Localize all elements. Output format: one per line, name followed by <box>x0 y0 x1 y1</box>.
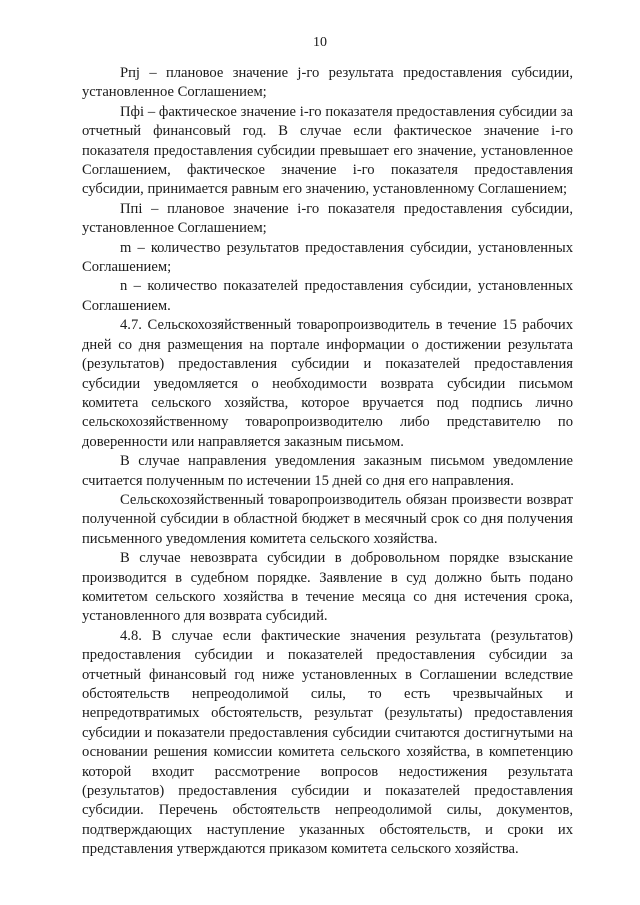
paragraph-refund-obligation: Сельскохозяйственный товаропроизводитель обязан произвести возврат полученной субсидии в областной бюджет в месячный срок со дня получения письменного уведомления комитета сельского хозяйства. <box>82 491 573 547</box>
paragraph-court-recovery: В случае невозврата субсидии в добровольном порядке взыскание производится в судебном порядке. Заявление в суд должно быть подано комитетом сельского хозяйства в течение месяца со дня истечения срока, установленного для возврата субсидий. <box>82 550 573 625</box>
paragraph-section-4-7: 4.7. Сельскохозяйственный товаропроизводитель в течение 15 рабочих дней со дня размещения на портале информации о достижении результата (результатов) предоставления субсидии и показателей предоставления субсидии уведомляется о необходимости возврата субсидии письмом комитета сельского хозяйства, которое вручается под подпись лично сельскохозяйственному товаропроизводителю либо представителю по доверенности или направляется заказным письмом. <box>82 317 573 450</box>
page-number: 10 <box>313 35 327 50</box>
document-body <box>82 64 573 860</box>
paragraph-pf-definition: Пфi – фактическое значение i-го показателя предоставления субсидии за отчетный финансовый год. В случае если фактическое значение i-го показателя предоставления субсидии превышает его значение, установленное Соглашением, фактическое значение i-го показателя предоставления субсидии, принимается равным его значению, установленному Соглашением; <box>82 103 573 198</box>
paragraph-m-definition: m – количество результатов предоставления субсидии, установленных Соглашением; <box>82 239 573 276</box>
paragraph-section-4-8: 4.8. В случае если фактические значения результата (результатов) предоставления субсидии и показателей предоставления субсидии за отчетный финансовый год ниже установленных в Соглашении вследствие обстоятельств непреодолимой силы, то есть чрезвычайных и непредотвратимых обстоятельств, результат (результаты) предоставления субсидии и показатели предоставления субсидии считаются достигнутыми на основании решения комиссии комитета сельского хозяйства, в компетенцию которой входит рассмотрение вопросов недостижения результата (результатов) предоставления субсидии и показателей предоставления субсидии. Перечень обстоятельств непреодолимой силы, документов, подтверждающих наступление указанных обстоятельств, и сроки их представления утверждаются приказом комитета сельского хозяйства. <box>82 627 573 858</box>
paragraph-n-definition: n – количество показателей предоставления субсидии, установленных Соглашением. <box>82 278 573 314</box>
paragraph-registered-letter: В случае направления уведомления заказным письмом уведомление считается полученным по истечении 15 дней со дня его направления. <box>82 453 573 489</box>
paragraph-rp-definition: Рпj – плановое значение j-го результата предоставления субсидии, установленное Соглашением; <box>82 65 573 101</box>
paragraph-pp-definition: Ппi – плановое значение i-го показателя предоставления субсидии, установленное Соглашением; <box>82 200 573 237</box>
